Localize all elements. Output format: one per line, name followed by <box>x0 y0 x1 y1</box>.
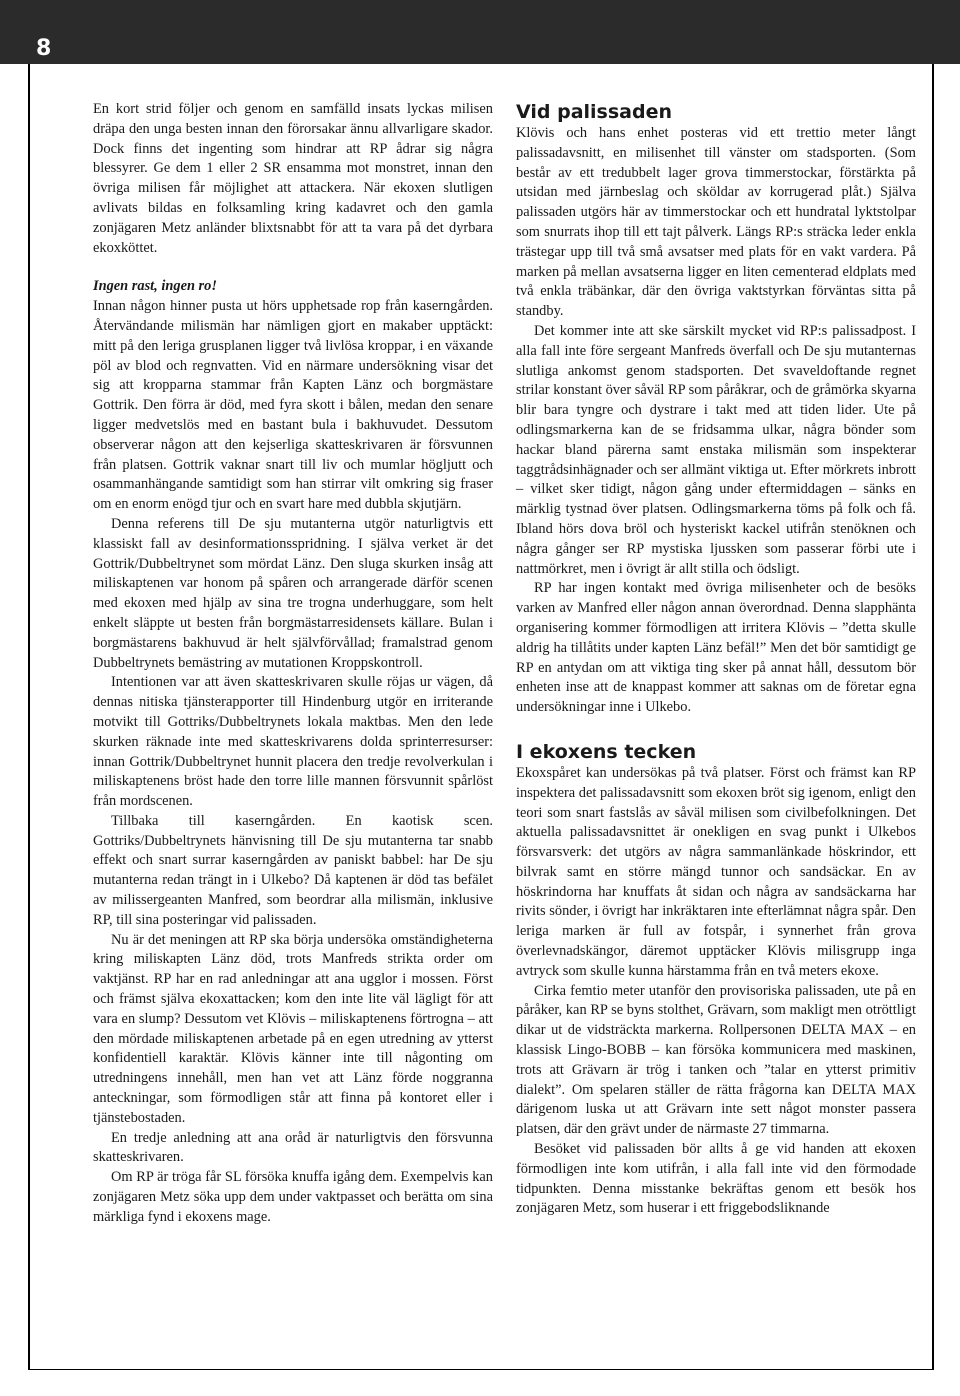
section-heading-vid-palissaden: Vid palissaden <box>516 101 672 123</box>
left-column <box>93 100 493 1228</box>
paragraph: RP har ingen kontakt med övriga milisenheter och de besöks varken av Manfred eller någon annan överordnad. Denna slapphänta organisering kommer förmodligen att irritera Klövis – ”detta skulle aldrig ha tillåtits under kapten Länz befäl!” Men det bör samtidigt ge RP en antydan om att viktiga ting sker på annat håll, dessutom bör enheten inse att de knappast kommer att saknas om de företar egna undersökningar inne i Ulkebo. <box>516 580 916 716</box>
paragraph: Tillbaka till kaserngården. En kaotisk scen. Gottriks/Dubbeltrynets hänvisning till De sju mutanterna tar snabb effekt och snart surrar kaserngården av paniskt babbel: har De sju mutanterna redan trängt in i Ulkebo? Då kaptenen är död tas befälet av milissergeanten Manfred, som beordrar alla milismän, inklusive RP, till sina posteringar vid palissaden. <box>93 812 493 928</box>
section-heading-i-ekoxens-tecken: I ekoxens tecken <box>516 740 697 763</box>
paragraph: Denna referens till De sju mutanterna utgör naturligtvis ett klassiskt fall av desinformationsspridning. I själva verket är det Gottrik/Dubbeltrynet som mördat Länz. Den sluga skurken insåg att miliskaptenen var honom på spåren och arrangerade därför scenen med ekoxen med hjälp av sina tre trogna underhuggare, som helt enkelt släppte ut besten från borgmästarresidensets källare. Bulan i borgmästarens bakhuvud är helt självförvållad; framalstrad genom Dubbeltrynets bemästring av mutationen Kroppskontroll. <box>93 515 493 671</box>
paragraph: Klövis och hans enhet posteras vid ett trettio meter långt palissadavsnitt, en milisenhet till vänster om stadsporten. (Som består av ett tredubbelt lager grova timmerstockar, förstärkta på utsidan med järnbeslag och sköldar av korrugerad plåt.) Själva palissaden utgörs här av timmerstockar och ett hundratal lyktstolpar som snurrats ihop till ett tajt pålverk. Längs RP:s sträcka leder enkla trästegar upp till två små avsatser med plats för en vakt vardera. På marken på mellan avsatserna ligger en liten cementerad eldplats med två enkla träbänkar, där den övriga vaktstyrkan förväntas sitta på standby. <box>516 125 916 320</box>
paragraph: En kort strid följer och genom en samfälld insats lyckas milisen dräpa den unga besten innan den förorsakar ännu allvarligare skador. Dock finns det ingenting som hindrar att RP ådrar sig några blessyrer. Ge dem 1 eller 2 SR ensamma mot monstret, innan den övriga milisen får möjlighet att attackera. När ekoxen slutligen avlivats bildas en folksamling kring kadavret och den gamla zonjägaren Metz anländer blixtsnabbt för att ta vara på det dyrbara ekoxköttet. <box>93 101 493 256</box>
paragraph: Besöket vid palissaden bör allts å ge vid handen att ekoxen förmodligen inte kom utifrån, i alla fall inte vid den förmodade tidpunkten. Denna misstanke bekräftas genom ett besök hos zonjägaren Metz, som huserar i ett friggebodsliknande <box>516 1141 916 1217</box>
paragraph: Ekoxspåret kan undersökas på två platser. Först och främst kan RP inspektera det palissadavsnitt som ekoxen bröt sig igenom, enligt den teori som snart fastslås av såväl milisen som civilbefolkningen. Det aktuella palissadavsnittet är onekligen en svag punkt i Ulkebos försvarsverk: det utgörs av några sammanlänkade höskrindor, ett bilvrak samt en större mängd tunnor och sandsäckar. En av höskrindorna har knuffats åt sidan och några av sandsäckarna har rivits sönder, i övrigt har inkräktaren inte efterlämnat några spår. Den leriga marken är full av fotspår, i synnerhet från grova överlevnadskängor, däremot upptäcker Klövis milisgrupp inga avtryck som skulle kunna härstamma från en två meters ekoxe. <box>516 764 916 979</box>
right-margin-rule <box>932 64 934 1369</box>
paragraph: Cirka femtio meter utanför den provisoriska palissaden, ute på en påråker, kan RP se byns stolthet, Grävarn, som makligt men otröttligt dikar ut de vidsträckta markerna. Rollpersonen DELTA MAX – en klassisk Lingo-BOBB – kan försöka kommunicera med maskinen, trots att Grävarn är trög i tanken och ”talar en ytterst primitiv dialekt”. Om spelaren ställer de rätta frågorna kan DELTA MAX därigenom luska ut att Grävarn inte sett något monster passera platsen, där den grävt under de närmaste 27 timmarna. <box>516 982 916 1138</box>
page-number: 8 <box>36 36 52 61</box>
paragraph: En tredje anledning att ana oråd är naturligtvis den försvunna skatteskrivaren. <box>93 1129 493 1166</box>
paragraph: Nu är det meningen att RP ska börja undersöka omständigheterna kring miliskapten Länz död, trots Manfreds strikta order om vaktjänst. RP har en rad anledningar att ana ugglor i mossen. Först och främst själva ekoxattacken; kom den inte lite väl lägligt för att vara en slump? Dessutom vet Klövis – miliskaptenens förtrogna – att den mördade miliskaptenen arbetade på en egen utredning av ytterst konfidentiell karaktär. Klövis känner inte till någonting om utredningens innehåll, men han vet att Länz förde noggranna anteckningar, som förmodligen står att finna på kontoret eller i tjänstebostaden. <box>93 931 493 1126</box>
paragraph: Innan någon hinner pusta ut hörs upphetsade rop från kaserngården. Återvändande milismän har nämligen gjort en makaber upptäckt: mitt på den leriga grusplanen ligger två livlösa kroppar, i en växande pöl av blod och regnvatten. Vid en närmare undersökning visar det sig att kropparna stammar från Kapten Länz och borgmästare Gottrik. Den förra är död, med fyra skott i bålen, medan den senare ligger medvetslös med en bastant bula i bakhuvudet. Dessutom observerar någon att den kejserliga skatteskrivaren är försvunnen från platsen. Gottrik vaknar snart till liv och mumlar högljutt och osammanhängande samtidigt som han stirrar vilt omkring sig fraser om en enorm enögd tjur och en svart hare med dubbla skjutjärn. <box>93 298 493 513</box>
section-heading-ingen-rast: Ingen rast, ingen ro! <box>93 278 217 295</box>
right-column <box>516 100 916 1219</box>
page-header-bar <box>0 0 960 64</box>
paragraph: Det kommer inte att ske särskilt mycket vid RP:s palissadpost. I alla fall inte före sergeant Manfreds överfall och De sju mutanternas slutliga ankomst genom stadsporten. Det svaveldoftande regnet strilar konstant över såväl RP som påråkrar, och de gråmörka skyarna blir bara tyngre och dystrare i takt med att tiden lider. Ute på odlingsmarkerna kan de se fridsamma ulkar, några bönder som hackar bland pärerna samt enstaka milismän som inspekterar taggtrådsinhägnader och ser allmänt viktiga ut. Efter mörkrets inbrott – vilket sker tidigt, någon gång under eftermiddagen – sänks en märklig tystnad över platsen. Odlingsmarkerna töms på folk och få. Ibland hörs dova bröl och hysteriskt kackel utifrån stenöknen och några gånger ser RP mystiska ljussken som passerar förbi ute i nattmörkret, men i övrigt är allt stilla och ödsligt. <box>516 322 916 577</box>
bottom-margin-rule <box>28 1369 934 1370</box>
paragraph: Om RP är tröga får SL försöka knuffa igång dem. Exempelvis kan zonjägaren Metz söka upp dem under vaktpasset och berätta om sina märkliga fynd i ekoxens mage. <box>93 1169 493 1225</box>
paragraph: Intentionen var att även skatteskrivaren skulle röjas ur vägen, då dennas nitiska tjänsterapporter till Hindenburg utgör en irriterande motvikt till Gottriks/Dubbeltrynets lokala maktbas. Men den lede skurken räknade inte med skatteskrivarens dolda sprinterresurser: innan Gottrik/Dubbeltrynet hunnit placera den tredje revolverkulan i miliskaptenens bröst hade den torre lille mannen försvunnit spårlöst från mordscenen. <box>93 674 493 810</box>
left-margin-rule <box>28 64 30 1369</box>
